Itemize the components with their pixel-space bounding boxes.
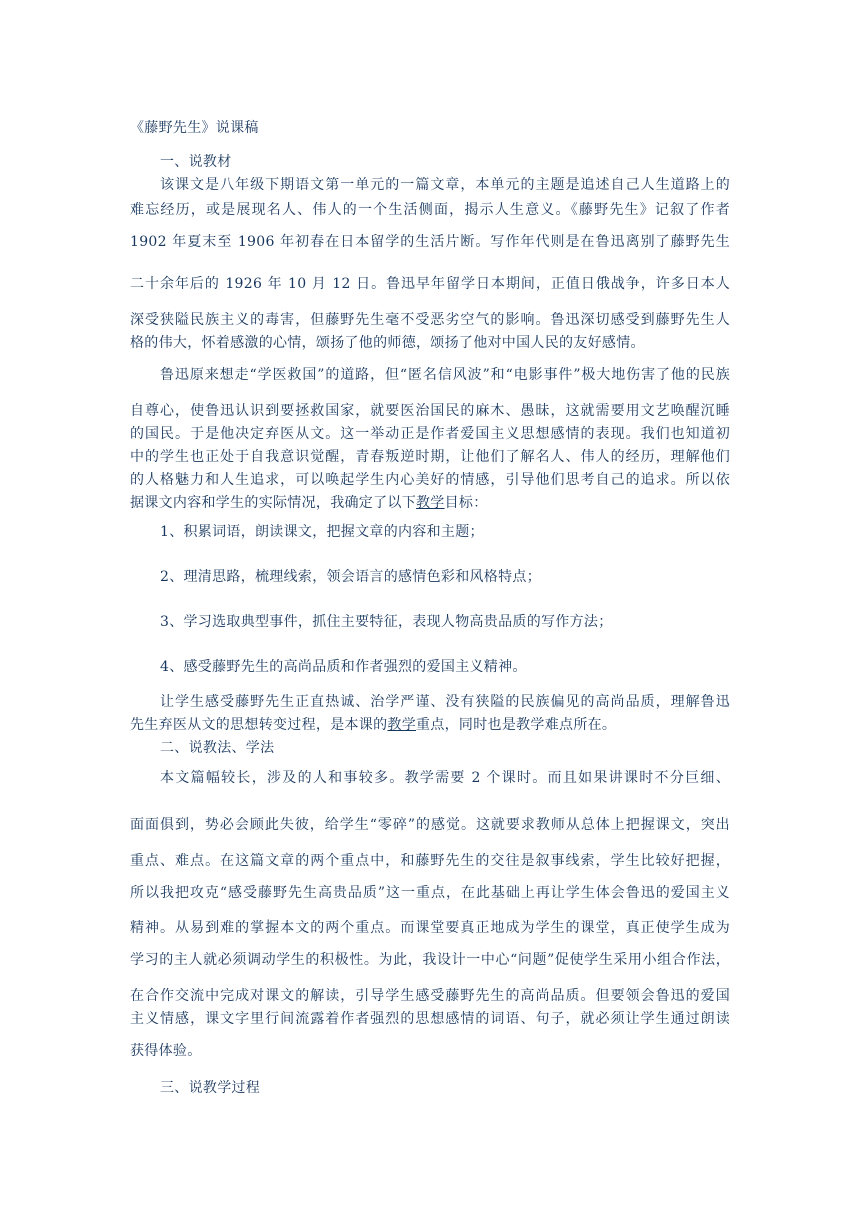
paragraph-line: 精神。从易到难的掌握本文的两个重点。而课堂要真正地成为学生的课堂，真正使学生成为: [130, 920, 730, 936]
paragraph-text: 先生弃医从文的思想转变过程，是本课的: [130, 717, 388, 733]
paragraph-line: 的国民。于是他决定弃医从文。这一举动正是作者爱国主义思想感情的表现。我们也知道初: [130, 426, 730, 442]
paragraph-line: 二十余年后的 1926 年 10 月 12 日。鲁迅早年留学日本期间，正值日俄战争，许多日本人: [130, 276, 730, 292]
paragraph-line: [130, 715, 730, 735]
section-heading-2: 二、说教法、学法: [160, 740, 275, 756]
goal-item: 3、学习选取典型事件，抓住主要特征，表现人物高贵品质的写作方法；: [160, 614, 613, 630]
paragraph-line: 重点、难点。在这篇文章的两个重点中，和藤野先生的交往是叙事线索，学生比较好把握，: [130, 853, 730, 869]
paragraph-line: 获得体验。: [130, 1043, 202, 1059]
paragraph-line: 本文篇幅较长，涉及的人和事较多。教学需要 2 个课时。而且如果讲课时不分巨细、: [160, 770, 730, 786]
paragraph-line: 中的学生也正处于自我意识觉醒，青春叛逆时期，让他们了解名人、伟人的经历，理解他们: [130, 449, 730, 465]
paragraph-line: 难忘经历，或是展现名人、伟人的一个生活侧面，揭示人生意义。《藤野先生》记叙了作者: [130, 202, 730, 218]
paragraph-line: 深受狭隘民族主义的毒害，但藤野先生毫不受恶劣空气的影响。鲁迅深切感受到藤野先生人: [130, 312, 730, 328]
goal-item: 1、积累词语，朗读课文，把握文章的内容和主题；: [160, 524, 484, 540]
paragraph-line: 该课文是八年级下期语文第一单元的一篇文章，本单元的主题是追述自己人生道路上的: [160, 177, 730, 193]
paragraph-line: 鲁迅原来想走“学医救国”的道路，但“匿名信风波”和“电影事件”极大地伤害了他的民族: [160, 367, 730, 383]
paragraph-line: 面面俱到，势必会顾此失彼，给学生“零碎”的感觉。这就要求教师从总体上把握课文，突出: [130, 817, 730, 833]
goal-item: 4、感受藤野先生的高尚品质和作者强烈的爱国主义精神。: [160, 659, 527, 675]
paragraph-line: 格的伟大，怀着感激的心情，颂扬了他的师德，颂扬了他对中国人民的友好感情。: [130, 335, 645, 351]
paragraph-text: 重点，同时也是教学难点所在。: [416, 717, 617, 733]
paragraph-line: 的人格魅力和人生追求，可以唤起学生内心美好的情感，引导他们思考自己的追求。所以依: [130, 472, 730, 488]
goal-item: 2、理清思路，梳理线索，领会语言的感情色彩和风格特点；: [160, 569, 542, 585]
paragraph-text: 目标：: [444, 495, 488, 511]
paragraph-line: 让学生感受藤野先生正直热诚、治学严谨、没有狭隘的民族偏见的高尚品质，理解鲁迅: [160, 694, 730, 710]
paragraph-line: 1902 年夏末至 1906 年初春在日本留学的生活片断。写作年代则是在鲁迅离别了藤野先生: [130, 234, 730, 250]
paragraph-line: 主义情感，课文字里行间流露着作者强烈的思想感情的词语、句子，就必须让学生通过朗读: [130, 1011, 730, 1027]
section-heading-1: 一、说教材: [160, 154, 232, 170]
paragraph-line: 自尊心，使鲁迅认识到要拯救国家，就要医治国民的麻木、愚昧，这就需要用文艺唤醒沉睡: [130, 403, 730, 419]
paragraph-line: 学习的主人就必须调动学生的积极性。为此，我设计一中心“问题”促使学生采用小组合作法，: [130, 952, 730, 968]
paragraph-line: 所以我把攻克“感受藤野先生高贵品质”这一重点，在此基础上再让学生体会鲁迅的爱国主义: [130, 885, 730, 901]
section-heading-3: 三、说教学过程: [160, 1080, 261, 1096]
paragraph-text: 据课文内容和学生的实际情况，我确定了以下: [130, 495, 416, 511]
paragraph-line: [130, 493, 730, 513]
document-title: 《藤野先生》说课稿: [130, 120, 259, 136]
teaching-link[interactable]: 教学: [387, 717, 417, 733]
paragraph-line: 在合作交流中完成对课文的解读，引导学生感受藤野先生的高尚品质。但要领会鲁迅的爱国: [130, 988, 730, 1004]
teaching-link[interactable]: 教学: [416, 495, 445, 511]
